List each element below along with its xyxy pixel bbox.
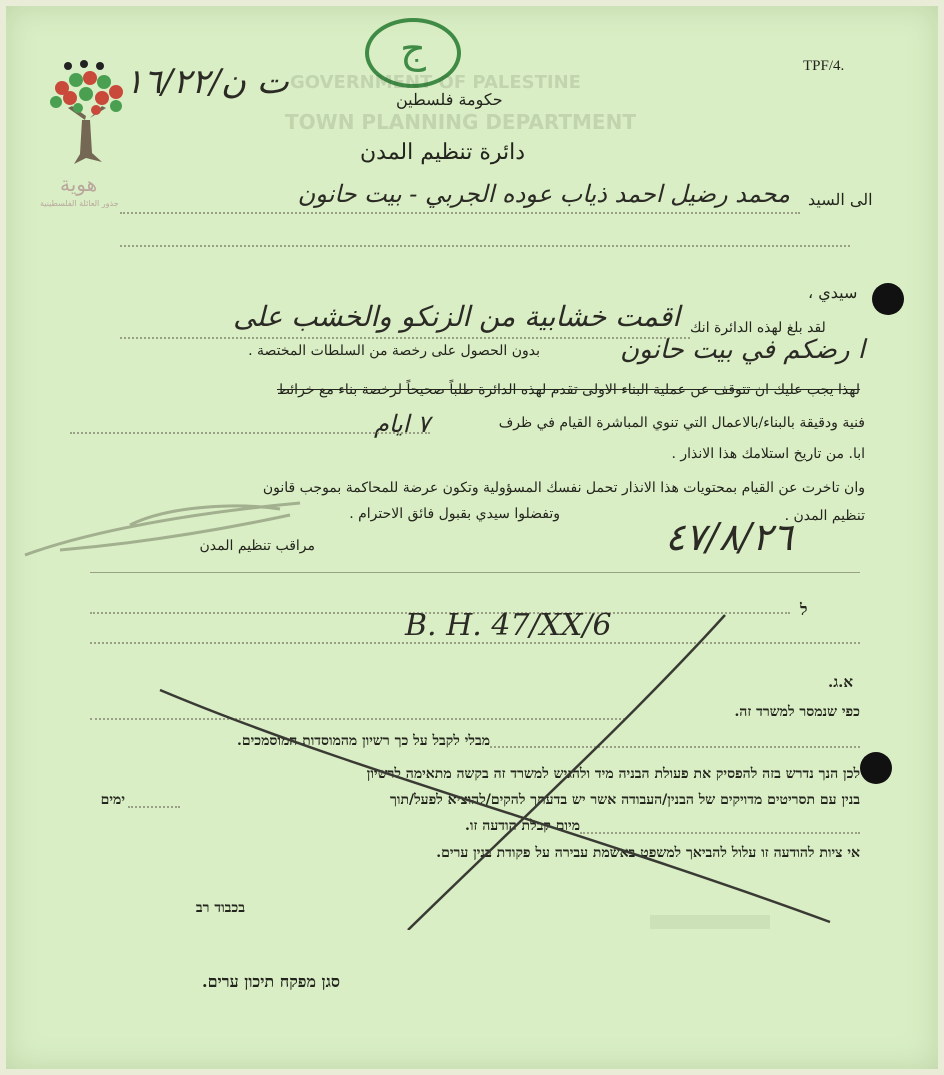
arabic-signature-title: مراقب تنظيم المدن (199, 538, 315, 554)
hebrew-line-6: אי ציות להודעה זו עלול להביאך למשפט באשמת עבירה על פקודת בנין ערים. (436, 845, 860, 861)
notice-line-4-handwritten: ٧ ايام (373, 410, 430, 438)
file-reference: ت ن/١٦/٢٢ (125, 62, 289, 102)
hebrew-signature-title: סגן מפקח תיכון ערים. (202, 972, 340, 991)
binder-hole-top (872, 283, 904, 315)
cross-out-mark (150, 600, 870, 930)
watermark-org-name: هوية (60, 172, 98, 196)
form-code: TPF/4. (803, 58, 845, 74)
hebrew-line-3: לכן הנך נדרש בזה להפסיק את פעולת הבניה מיד ולהגיש למשרד זה בקשה מתאימה לרשיון (366, 766, 860, 782)
department-heading: دائرة تنظيم المدن (360, 140, 526, 165)
separator-line (90, 572, 860, 573)
notice-line-1-printed: لقد بلغ لهذه الدائرة انك (690, 320, 826, 336)
addressee-line (120, 212, 800, 214)
government-heading: حكومة فلسطين (396, 90, 503, 109)
handwritten-signature (20, 495, 320, 565)
bleed-through-english-1: GOVERNMENT OF PALESTINE (290, 72, 581, 93)
watermark-tagline: جذور العائلة الفلسطينية (40, 199, 119, 208)
notice-line-1-handwritten: اقمت خشابية من الزنكو والخشب على (233, 300, 680, 333)
arabic-greeting: سيدي ، (808, 283, 858, 302)
notice-line-5: ابا. من تاريخ استلامك هذا الانذار . (671, 446, 865, 462)
hebrew-line-2: מבלי לקבל על כך רשיון מהמוסדות המוסמכים. (236, 733, 490, 749)
stamp-letter: ج (400, 26, 426, 72)
handwritten-reference: B. H. 47/XX/6 (405, 608, 612, 643)
hebrew-closing: בכבוד רב (195, 900, 245, 916)
arabic-date: ٤٧/٨/٢٦ (665, 515, 793, 559)
addressee-label: الى السيد (808, 190, 873, 209)
hebrew-to-label: ל (800, 600, 808, 619)
hebrew-line-5: מיום קבלת הודעה זו. (465, 818, 580, 834)
notice-line-2-handwritten: ا رضكم في بيت حانون (619, 335, 865, 365)
blank-line (120, 245, 850, 247)
bleed-through-english-2: TOWN PLANNING DEPARTMENT (285, 110, 636, 134)
hebrew-line-1: כפי שנמסר למשרד זה. (734, 704, 860, 720)
notice-line-4-printed: فنية ودقيقة بالبناء/بالاعمال التي تنوي المباشرة القيام في ظرف (498, 415, 865, 431)
notice-line-7-left: تنظيم المدن . (784, 508, 865, 524)
hawiya-tree-logo (40, 58, 132, 173)
hebrew-line-4: בנין עם תסריטים מדויקים של הבנין/העבודה אשר יש בדעתך להקים/להוציא לפעל/תוך (389, 792, 860, 808)
notice-line-2-printed: بدون الحصول على رخصة من السلطات المختصة . (248, 343, 540, 359)
hebrew-salutation: א.ג. (828, 673, 854, 691)
notice-line-6: وان تاخرت عن القيام بمحتويات هذا الانذار تحمل نفسك المسؤولية وتكون عرضة للمحاكمة بموجب قانون (262, 480, 865, 496)
hebrew-line-4-days: ימים (100, 792, 125, 808)
notice-line-4-rule (70, 432, 430, 434)
notice-line-7-right: وتفضلوا سيدي بقبول فائق الاحترام . (349, 506, 560, 522)
addressee-name: محمد رضيل احمد ذياب عوده الجربي - بيت حانون (297, 180, 790, 208)
notice-line-3: لهذا يجب عليك ان تتوقف عن عملية البناء الاولى تقدم لهذه الدائرة طلباً صحيحاً لرخصة بناء مع خرائط (277, 382, 860, 398)
